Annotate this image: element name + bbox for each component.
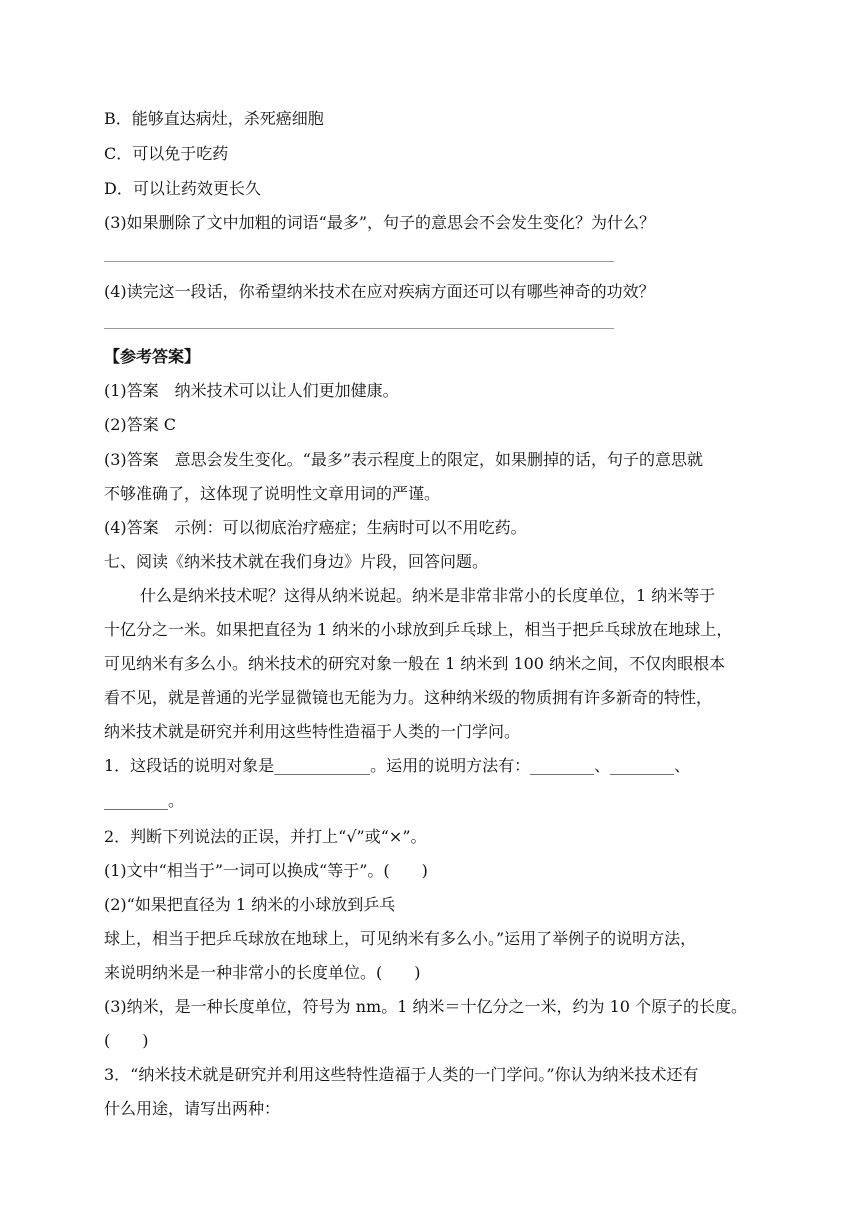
option-b: B．能够直达病灶，杀死癌细胞 <box>104 109 324 128</box>
passage-line-4: 看不见，就是普通的光学显微镜也无能为力。这种纳米级的物质拥有许多新奇的特性， <box>104 688 713 707</box>
question-2-item-2-line-1: (2)“如果把直径为 1 纳米的小球放到乒乓 <box>104 895 396 914</box>
passage-line-1: 什么是纳米技术呢？这得从纳米说起。纳米是非常非常小的长度单位，1 纳米等于 <box>140 586 716 605</box>
question-1-line-1: 1．这段话的说明对象是____________。运用的说明方法有：________、________、 <box>104 756 691 775</box>
question-3: (3)如果删除了文中加粗的词语“最多”，句子的意思会不会发生变化？为什么？ <box>104 213 656 232</box>
question-3-line-2: 什么用途，请写出两种： <box>104 1099 281 1118</box>
option-c: C．可以免于吃药 <box>104 144 229 163</box>
question-1-line-2: ________。 <box>104 791 185 810</box>
question-2-item-2-line-2: 球上，相当于把乒乓球放在地球上，可见纳米有多么小。”运用了举例子的说明方法， <box>104 929 697 948</box>
question-2-item-3-line-1: (3)纳米，是一种长度单位，符号为 nm。1 纳米＝十亿分之一米，约为 10 个原子的长度。 <box>104 997 748 1016</box>
question-2-item-3-line-2: ( ) <box>104 1031 149 1050</box>
answer-3-line-2: 不够准确了，这体现了说明性文章用词的严谨。 <box>104 484 441 503</box>
question-2-item-1: (1)文中“相当于”一词可以换成“等于”。( ) <box>104 861 428 880</box>
answer-3-line-1: (3)答案 意思会发生变化。“最多”表示程度上的限定，如果删掉的话，句子的意思就 <box>104 450 704 469</box>
passage-line-2: 十亿分之一米。如果把直径为 1 纳米的小球放到乒乓球上，相当于把乒乓球放在地球上， <box>104 620 733 639</box>
section-seven-heading: 七、阅读《纳米技术就在我们身边》片段，回答问题。 <box>104 552 489 571</box>
answer-line-3 <box>104 261 614 262</box>
question-2-item-2-line-3: 来说明纳米是一种非常小的长度单位。( ) <box>104 963 421 982</box>
passage-line-3: 可见纳米有多么小。纳米技术的研究对象一般在 1 纳米到 100 纳米之间，不仅肉眼根本 <box>104 654 726 673</box>
answer-4: (4)答案 示例：可以彻底治疗癌症；生病时可以不用吃药。 <box>104 518 527 537</box>
passage-line-5: 纳米技术就是研究并利用这些特性造福于人类的一门学问。 <box>104 722 521 741</box>
option-d: D．可以让药效更长久 <box>104 179 261 198</box>
question-2-heading: 2．判断下列说法的正误，并打上“√”或“×”。 <box>104 827 427 846</box>
question-3-line-1: 3．“纳米技术就是研究并利用这些特性造福于人类的一门学问。”你认为纳米技术还有 <box>104 1065 699 1084</box>
answer-2: (2)答案 C <box>104 415 176 434</box>
question-4: (4)读完这一段话，你希望纳米技术在应对疾病方面还可以有哪些神奇的功效？ <box>104 282 655 301</box>
reference-answer-heading: 【参考答案】 <box>104 347 201 366</box>
answer-1: (1)答案 纳米技术可以让人们更加健康。 <box>104 381 399 400</box>
answer-line-4 <box>104 328 614 329</box>
